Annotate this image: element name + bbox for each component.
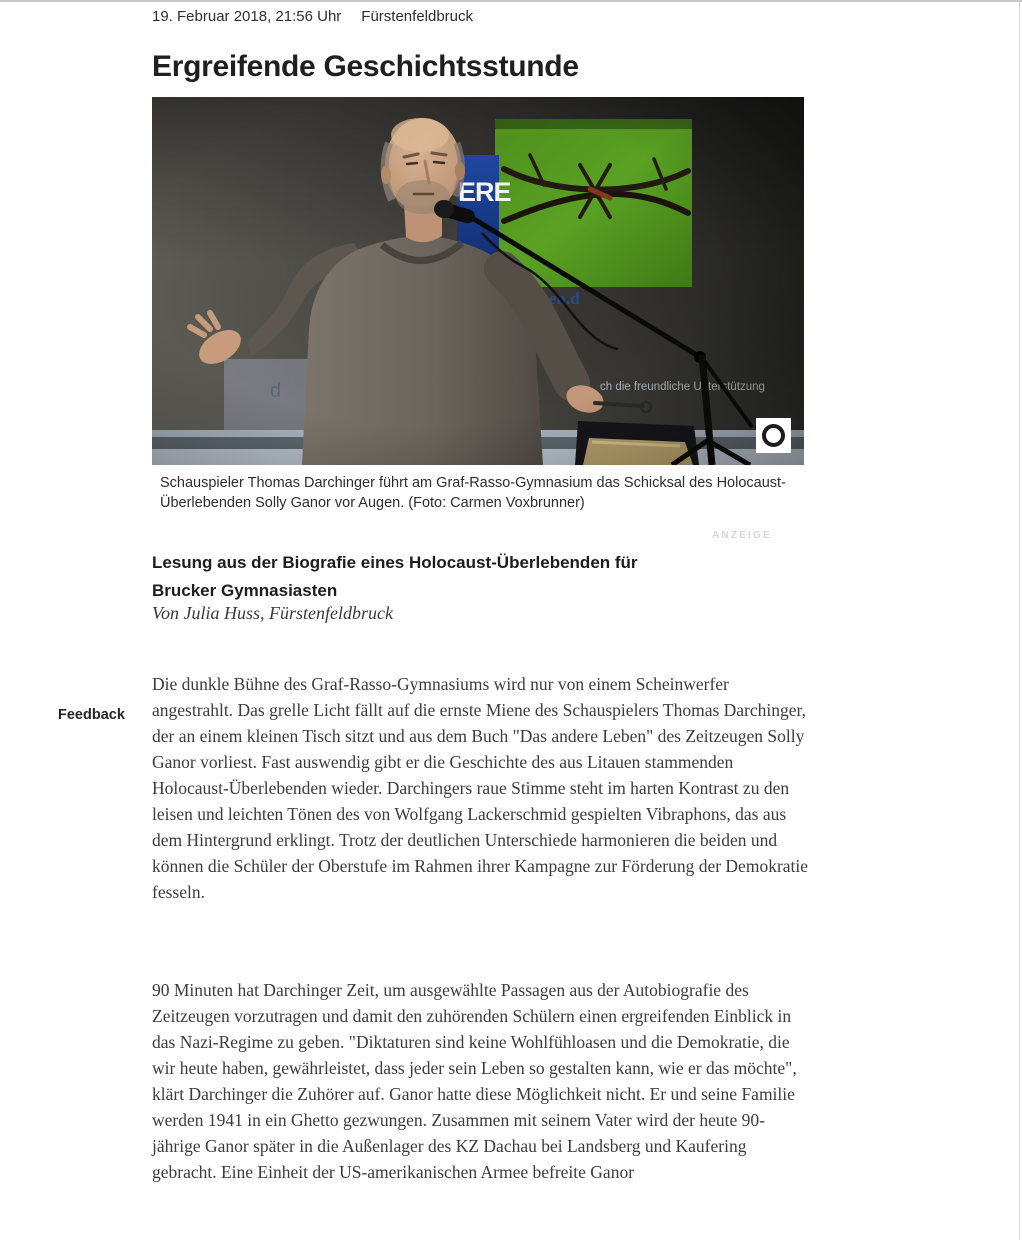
location-tag[interactable]: Fürstenfeldbruck [361,8,474,25]
article-paragraph: 90 Minuten hat Darchinger Zeit, um ausgewählte Passagen aus der Autobiografie des Zeitzeugen vorzutragen und damit den zuhörenden Schülern einen ergreifenden Einblick in das Nazi-Regime zu geben. "Diktaturen sind keine Wohlfühloasen und die Demokratie, die wir heute haben, gewährleistet, dass jeder sein Leben so gestalten kann, wie er das möchte", klärt Darchinger die Zuhörer auf. Ganor hatte diese Möglichkeit nicht. Er und seine Familie werden 1941 in ein Ghetto gezwungen. Zusammen mit seinem Vater wird der heute 90-jährige Ganor später in die Außenlager des KZ Dachau bei Landsberg und Kaufering gebracht. Eine Einheit der US-amerikanischen Armee befreite Ganor [152,979,797,1182]
article-byline: Von Julia Huss, Fürstenfeldbruck [152,603,393,623]
publish-datetime: 19. Februar 2018, 21:56 Uhr [152,8,342,25]
page-title: Ergreifende Geschichtsstunde [152,50,579,84]
article-photo [152,97,804,465]
image-copyright-button[interactable] [756,418,791,453]
ring-icon [762,424,785,447]
article-subheadline: Lesung aus der Biografie eines Holocaust-Überlebenden für Brucker Gymnasiasten [152,553,638,601]
photo-illustration [152,97,804,465]
feedback-button[interactable]: Feedback [58,707,125,723]
article-paragraph: Die dunkle Bühne des Graf-Rasso-Gymnasiums wird nur von einem Scheinwerfer angestrahlt. Das grelle Licht fällt auf die ernste Miene des Schauspielers Thomas Darchinger, der an einem kleinen Tisch sitzt und aus dem Buch "Das andere Leben" des Zeitzeugen Solly Ganor vorliest. Fast auswendig gibt er die Geschichte des aus Litauen stammenden Holocaust-Überlebenden wieder. Darchingers raue Stimme steht im harten Kontrast zu den leisen und leichten Tönen des von Wolfgang Lackerschmid gespielten Vibraphons, das aus dem Hintergrund erklingt. Trotz der deutlichen Unterschiede harmonieren die beiden und können die Schüler der Oberstufe im Rahmen ihrer Kampagne zur Förderung der Demokratie fesseln. [152,673,809,902]
article-meta [152,8,473,25]
page-right-border [1019,2,1020,1240]
ad-label: ANZEIGE [712,530,772,541]
photo-caption: Schauspieler Thomas Darchinger führt am Graf-Rasso-Gymnasium das Schicksal des Holocaust-Überlebenden Solly Ganor vor Augen. (Foto: Carmen Voxbrunner) [160,475,786,511]
